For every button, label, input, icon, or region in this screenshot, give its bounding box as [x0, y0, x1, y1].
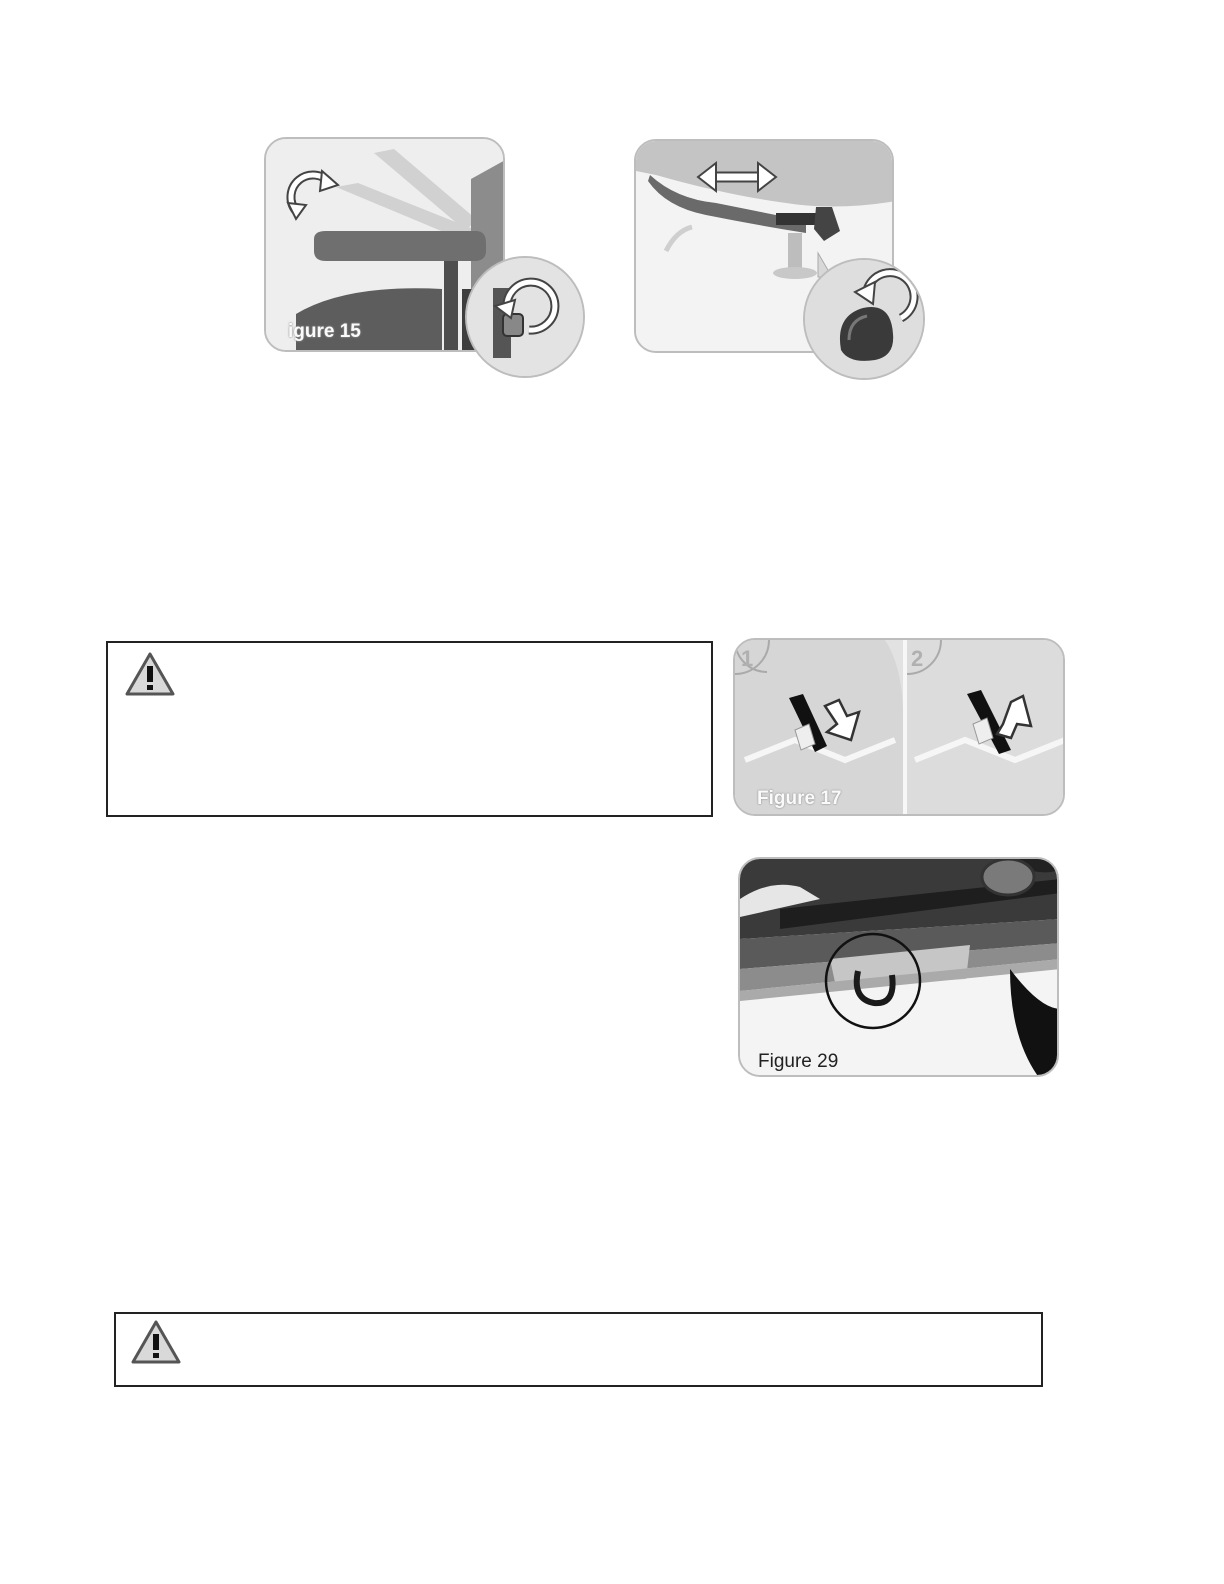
figure-17 [733, 638, 1065, 816]
figure-17-step-2: 2 [911, 646, 924, 671]
knob-detail-illustration [805, 260, 925, 380]
figure-29-label: Figure 29 [758, 1051, 839, 1072]
warning-box-2 [114, 1312, 1043, 1387]
figure-29-illustration [740, 859, 1059, 1077]
figure-17-step-1: 1 [741, 646, 754, 671]
warning-box-1 [106, 641, 713, 817]
warning-triangle-icon [130, 1319, 182, 1365]
warning-triangle-icon [124, 651, 176, 697]
figure-15-label: igure 15 [288, 321, 361, 342]
figure-29 [738, 857, 1059, 1077]
figure-15-detail-zoom [465, 256, 585, 378]
figure-17-label: Figure 17 [757, 788, 842, 809]
figure-17-panel-2 [907, 640, 1065, 816]
figure-16-detail-zoom [803, 258, 925, 380]
bolt-detail-illustration [467, 258, 585, 378]
